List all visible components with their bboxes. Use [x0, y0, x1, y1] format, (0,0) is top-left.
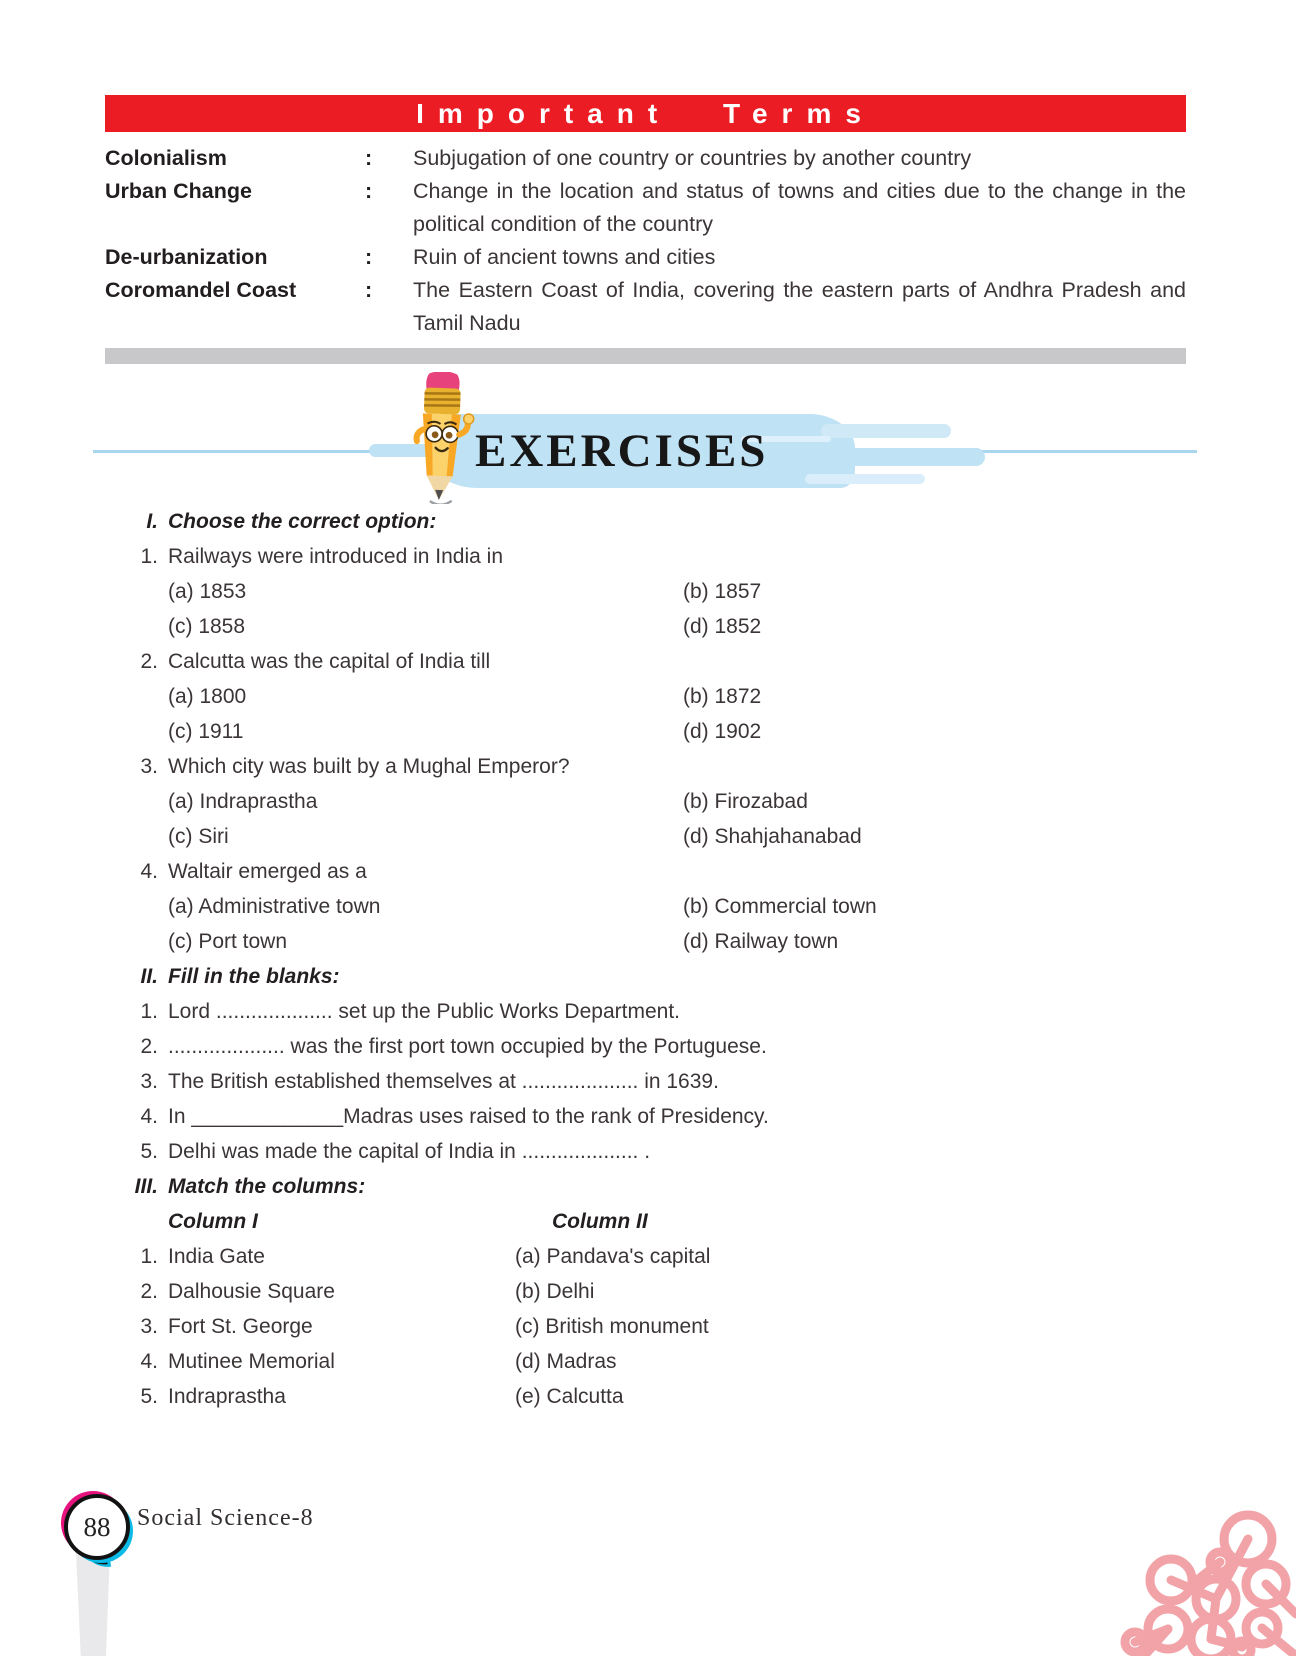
fill-blank-item — [105, 1064, 1186, 1099]
option: (a) 1853 — [168, 580, 247, 603]
mcq-options-row — [105, 679, 1186, 714]
option: (c) 1911 — [168, 720, 244, 743]
option: (b) 1857 — [683, 580, 762, 603]
option: (d) Railway town — [683, 930, 839, 953]
question-number: 4. — [140, 860, 158, 883]
question-text: Railways were introduced in India in — [168, 545, 504, 568]
term-definition: Subjugation of one country or countries by another country — [413, 146, 972, 170]
match-left-item: India Gate — [168, 1245, 265, 1268]
question-text: Which city was built by a Mughal Emperor? — [168, 755, 570, 778]
match-right-item: (c) British monument — [515, 1315, 709, 1338]
exercise-questions — [105, 504, 1186, 1414]
section-heading-match — [105, 1169, 1186, 1204]
match-row — [105, 1274, 1186, 1309]
option: (a) Administrative town — [168, 895, 381, 918]
term-name: De-urbanization — [105, 245, 268, 269]
option: (c) Port town — [168, 930, 288, 953]
term-definition: Change in the location and status of towns and cities due to the change in the political condition of the country — [413, 179, 1186, 236]
brush-streak — [821, 424, 951, 438]
term-name: Coromandel Coast — [105, 278, 297, 302]
term-name: Urban Change — [105, 179, 252, 203]
match-left-item: Fort St. George — [168, 1315, 313, 1338]
option: (b) 1872 — [683, 685, 762, 708]
match-row — [105, 1309, 1186, 1344]
match-row — [105, 1239, 1186, 1274]
mcq-options-row — [105, 924, 1186, 959]
exercises-title: EXERCISES — [475, 425, 769, 477]
section-number: II. — [140, 965, 158, 988]
section-divider-bar — [105, 348, 1186, 364]
important-terms-list — [105, 142, 1186, 340]
term-colon: : — [365, 146, 373, 170]
exercises-banner — [105, 364, 1186, 504]
option: (d) 1852 — [683, 615, 762, 638]
match-number: 1. — [140, 1245, 158, 1268]
match-right-item: (a) Pandava's capital — [515, 1245, 711, 1268]
term-colon: : — [365, 278, 373, 302]
section-number: I. — [146, 510, 158, 533]
fill-blank-item — [105, 1029, 1186, 1064]
question-number: 1. — [140, 545, 158, 568]
section-title: Choose the correct option: — [168, 510, 437, 533]
match-number: 2. — [140, 1280, 158, 1303]
item-text: Lord .................... set up the Public Works Department. — [168, 1000, 680, 1023]
section-title: Fill in the blanks: — [168, 965, 340, 988]
match-right-item: (e) Calcutta — [515, 1385, 624, 1408]
mcq-question — [105, 644, 1186, 679]
question-number: 3. — [140, 755, 158, 778]
brush-streak — [805, 474, 925, 484]
fill-blank-item — [105, 1099, 1186, 1134]
page-content — [105, 0, 1186, 1414]
page-number: 88 — [83, 1511, 111, 1542]
match-left-item: Indraprastha — [168, 1385, 286, 1408]
important-terms-banner — [105, 95, 1186, 132]
item-text: In _____________Madras uses raised to the rank of Presidency. — [168, 1105, 769, 1128]
fill-blank-item — [105, 1134, 1186, 1169]
item-text: Delhi was made the capital of India in .................... . — [168, 1140, 651, 1163]
option: (a) Indraprastha — [168, 790, 318, 813]
option: (c) 1858 — [168, 615, 246, 638]
item-text: .................... was the first port town occupied by the Portuguese. — [168, 1035, 767, 1058]
mcq-options-row — [105, 574, 1186, 609]
column-2-header: Column II — [552, 1210, 648, 1233]
option: (c) Siri — [168, 825, 229, 848]
match-number: 3. — [140, 1315, 158, 1338]
question-text: Waltair emerged as a — [168, 860, 367, 883]
mcq-question — [105, 539, 1186, 574]
section-heading-mcq — [105, 504, 1186, 539]
book-title: Social Science-8 — [137, 1505, 314, 1531]
item-number: 2. — [140, 1035, 158, 1058]
item-number: 4. — [140, 1105, 158, 1128]
section-title: Match the columns: — [168, 1175, 366, 1198]
brush-streak — [815, 448, 985, 466]
section-number: III. — [134, 1175, 158, 1198]
match-column-headers — [105, 1204, 1186, 1239]
mcq-options-row — [105, 819, 1186, 854]
footer-ribbon — [76, 1552, 110, 1656]
page-number-badge — [64, 1494, 130, 1560]
question-number: 2. — [140, 650, 158, 673]
item-number: 1. — [140, 1000, 158, 1023]
mcq-options-row — [105, 784, 1186, 819]
mcq-question — [105, 854, 1186, 889]
match-row — [105, 1379, 1186, 1414]
option: (d) Shahjahanabad — [683, 825, 862, 848]
match-number: 4. — [140, 1350, 158, 1373]
option: (d) 1902 — [683, 720, 762, 743]
match-right-item: (b) Delhi — [515, 1280, 595, 1303]
match-row — [105, 1344, 1186, 1379]
option: (b) Firozabad — [683, 790, 808, 813]
pencil-mascot-icon — [393, 372, 489, 504]
option: (a) 1800 — [168, 685, 247, 708]
item-text: The British established themselves at .................... in 1639. — [168, 1070, 719, 1093]
mcq-options-row — [105, 889, 1186, 924]
item-number: 5. — [140, 1140, 158, 1163]
bubbles-decoration-icon — [1064, 1444, 1296, 1656]
section-heading-fill-blanks — [105, 959, 1186, 994]
brush-stroke-decoration — [427, 414, 855, 488]
fill-blank-item — [105, 994, 1186, 1029]
term-colon: : — [365, 179, 373, 203]
term-colon: : — [365, 245, 373, 269]
item-number: 3. — [140, 1070, 158, 1093]
column-1-header: Column I — [168, 1210, 258, 1233]
match-left-item: Mutinee Memorial — [168, 1350, 335, 1373]
match-right-item: (d) Madras — [515, 1350, 617, 1373]
term-definition: The Eastern Coast of India, covering the eastern parts of Andhra Pradesh and Tamil Nadu — [413, 278, 1186, 335]
question-text: Calcutta was the capital of India till — [168, 650, 491, 673]
mcq-options-row — [105, 609, 1186, 644]
match-number: 5. — [140, 1385, 158, 1408]
term-name: Colonialism — [105, 146, 227, 170]
mcq-options-row — [105, 714, 1186, 749]
option: (b) Commercial town — [683, 895, 877, 918]
term-definition: Ruin of ancient towns and cities — [413, 245, 716, 269]
match-left-item: Dalhousie Square — [168, 1280, 335, 1303]
important-terms-title: Important Terms — [416, 97, 875, 129]
mcq-question — [105, 749, 1186, 784]
